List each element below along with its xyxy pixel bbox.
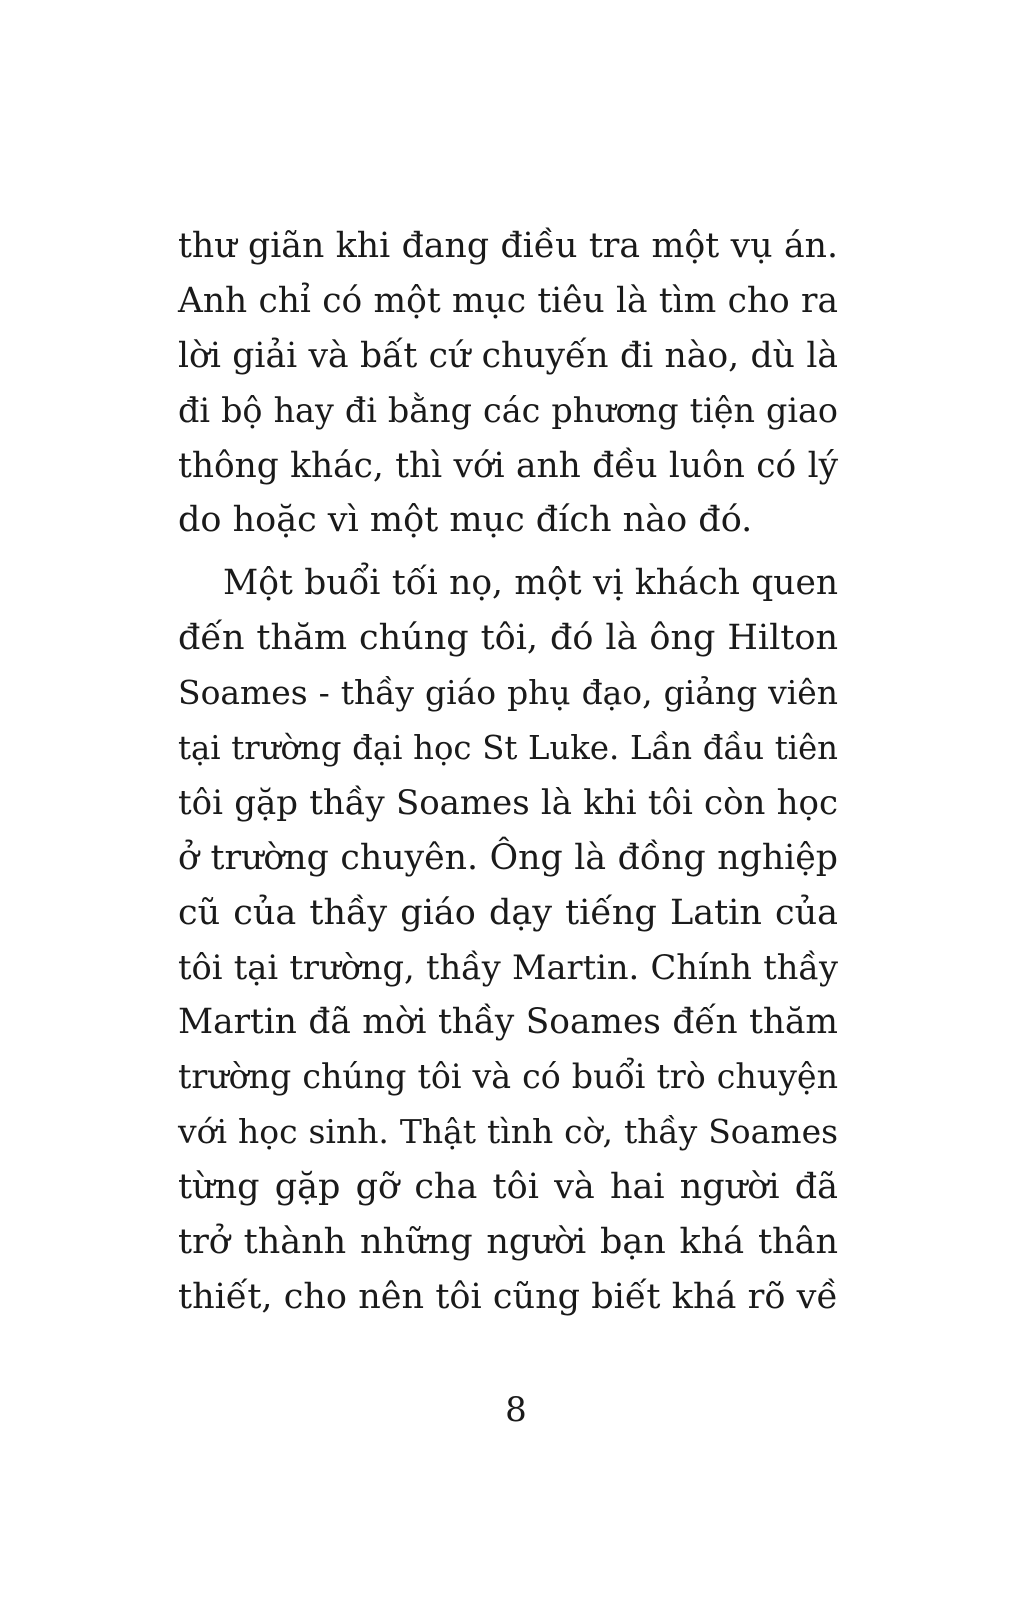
text-line: cũ của thầy giáo dạy tiếng Latin của (178, 892, 838, 933)
text-line: đi bộ hay đi bằng các phương tiện giao (178, 390, 838, 430)
text-line: do hoặc vì một mục đích nào đó. (178, 500, 753, 541)
body-text (178, 219, 838, 1325)
text-line: Một buổi tối nọ, một vị khách quen (223, 563, 838, 604)
text-line: tôi tại trường, thầy Martin. Chính thầy (178, 947, 838, 987)
text-line: từng gặp gỡ cha tôi và hai người đã (178, 1167, 838, 1208)
text-line: Martin đã mời thầy Soames đến thăm (178, 1002, 838, 1043)
text-line: với học sinh. Thật tình cờ, thầy Soames (178, 1112, 838, 1152)
text-line: thông khác, thì với anh đều luôn có lý (178, 445, 838, 486)
text-line: trường chúng tôi và có buổi trò chuyện (178, 1057, 838, 1097)
text-line: lời giải và bất cứ chuyến đi nào, dù là (178, 335, 838, 376)
page-number: 8 (505, 1390, 527, 1430)
text-line: Anh chỉ có một mục tiêu là tìm cho ra (178, 280, 838, 321)
text-line: Soames - thầy giáo phụ đạo, giảng viên (178, 673, 838, 713)
text-line: trở thành những người bạn khá thân (178, 1222, 838, 1263)
paragraph-1 (178, 219, 838, 548)
text-line: thiết, cho nên tôi cũng biết khá rõ về (178, 1276, 838, 1317)
text-line: ở trường chuyên. Ông là đồng nghiệp (178, 837, 838, 878)
text-line: tôi gặp thầy Soames là khi tôi còn học (178, 782, 838, 823)
paragraph-2 (178, 556, 838, 1324)
text-line: tại trường đại học St Luke. Lần đầu tiên (178, 729, 838, 768)
text-line: thư giãn khi đang điều tra một vụ án. (178, 226, 838, 266)
text-line: đến thăm chúng tôi, đó là ông Hilton (178, 618, 838, 659)
paragraph-gap (178, 548, 838, 556)
